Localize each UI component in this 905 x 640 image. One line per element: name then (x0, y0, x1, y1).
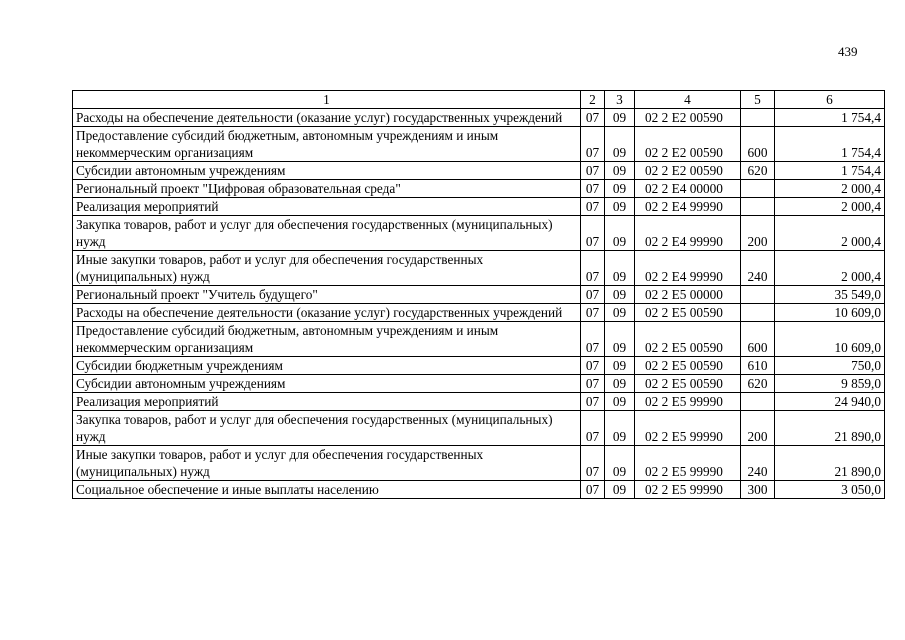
row-target-article-cell: 02 2 Е5 00000 (635, 286, 741, 304)
row-name-cell: Закупка товаров, работ и услуг для обеспечения государственных (муниципальных) нужд (73, 216, 581, 251)
row-section-cell: 07 (581, 216, 605, 251)
table-body (73, 109, 885, 499)
table-row (73, 286, 885, 304)
row-expense-type-cell (741, 109, 775, 127)
row-target-article-cell: 02 2 Е5 99990 (635, 481, 741, 499)
row-expense-type-cell: 240 (741, 446, 775, 481)
row-amount-cell: 21 890,0 (775, 446, 885, 481)
table-row (73, 481, 885, 499)
table-row (73, 127, 885, 162)
table-row (73, 375, 885, 393)
row-expense-type-cell: 600 (741, 127, 775, 162)
row-section-cell: 07 (581, 375, 605, 393)
table-row (73, 393, 885, 411)
row-expense-type-cell: 600 (741, 322, 775, 357)
table-row (73, 109, 885, 127)
table-row (73, 411, 885, 446)
row-name-cell: Предоставление субсидий бюджетным, автономным учреждениям и иным некоммерческим организациям (73, 127, 581, 162)
table-row (73, 322, 885, 357)
table-row (73, 251, 885, 286)
row-amount-cell: 1 754,4 (775, 127, 885, 162)
row-name-cell: Закупка товаров, работ и услуг для обеспечения государственных (муниципальных) нужд (73, 411, 581, 446)
row-target-article-cell: 02 2 Е5 00590 (635, 375, 741, 393)
row-subsection-cell: 09 (605, 393, 635, 411)
row-amount-cell: 1 754,4 (775, 109, 885, 127)
row-target-article-cell: 02 2 Е4 00000 (635, 180, 741, 198)
row-target-article-cell: 02 2 Е2 00590 (635, 162, 741, 180)
row-name-cell: Реализация мероприятий (73, 198, 581, 216)
row-subsection-cell: 09 (605, 411, 635, 446)
row-name-cell: Расходы на обеспечение деятельности (оказание услуг) государственных учреждений (73, 109, 581, 127)
row-expense-type-cell: 610 (741, 357, 775, 375)
row-section-cell: 07 (581, 322, 605, 357)
row-expense-type-cell: 300 (741, 481, 775, 499)
row-target-article-cell: 02 2 Е4 99990 (635, 251, 741, 286)
row-name-cell: Региональный проект "Цифровая образовательная среда" (73, 180, 581, 198)
row-name-cell: Предоставление субсидий бюджетным, автономным учреждениям и иным некоммерческим организациям (73, 322, 581, 357)
row-subsection-cell: 09 (605, 322, 635, 357)
table-row (73, 446, 885, 481)
row-amount-cell: 750,0 (775, 357, 885, 375)
row-amount-cell: 21 890,0 (775, 411, 885, 446)
header-row (73, 91, 885, 109)
row-target-article-cell: 02 2 Е5 99990 (635, 393, 741, 411)
row-name-cell: Региональный проект "Учитель будущего" (73, 286, 581, 304)
row-target-article-cell: 02 2 Е5 99990 (635, 411, 741, 446)
row-subsection-cell: 09 (605, 481, 635, 499)
table-header (73, 91, 885, 109)
row-expense-type-cell: 200 (741, 411, 775, 446)
row-target-article-cell: 02 2 Е5 00590 (635, 304, 741, 322)
row-expense-type-cell (741, 286, 775, 304)
row-amount-cell: 2 000,4 (775, 251, 885, 286)
row-subsection-cell: 09 (605, 251, 635, 286)
row-amount-cell: 3 050,0 (775, 481, 885, 499)
row-expense-type-cell: 240 (741, 251, 775, 286)
row-section-cell: 07 (581, 180, 605, 198)
row-section-cell: 07 (581, 304, 605, 322)
row-expense-type-cell (741, 393, 775, 411)
row-amount-cell: 2 000,4 (775, 180, 885, 198)
row-subsection-cell: 09 (605, 109, 635, 127)
row-section-cell: 07 (581, 251, 605, 286)
row-subsection-cell: 09 (605, 162, 635, 180)
row-expense-type-cell (741, 198, 775, 216)
row-name-cell: Реализация мероприятий (73, 393, 581, 411)
row-subsection-cell: 09 (605, 375, 635, 393)
budget-table (72, 90, 885, 499)
header-cell-name: 1 (73, 91, 581, 109)
table-row (73, 304, 885, 322)
row-name-cell: Субсидии автономным учреждениям (73, 162, 581, 180)
row-name-cell: Субсидии автономным учреждениям (73, 375, 581, 393)
row-section-cell: 07 (581, 393, 605, 411)
header-cell-subsection: 3 (605, 91, 635, 109)
row-target-article-cell: 02 2 Е4 99990 (635, 216, 741, 251)
row-amount-cell: 2 000,4 (775, 216, 885, 251)
row-amount-cell: 24 940,0 (775, 393, 885, 411)
table-row (73, 216, 885, 251)
row-subsection-cell: 09 (605, 216, 635, 251)
row-name-cell: Иные закупки товаров, работ и услуг для обеспечения государственных (муниципальных) нужд (73, 446, 581, 481)
header-cell-amount: 6 (775, 91, 885, 109)
row-target-article-cell: 02 2 Е2 00590 (635, 127, 741, 162)
row-section-cell: 07 (581, 127, 605, 162)
row-section-cell: 07 (581, 286, 605, 304)
row-expense-type-cell (741, 304, 775, 322)
row-section-cell: 07 (581, 357, 605, 375)
table-row (73, 180, 885, 198)
row-expense-type-cell (741, 180, 775, 198)
row-section-cell: 07 (581, 198, 605, 216)
row-target-article-cell: 02 2 Е5 00590 (635, 357, 741, 375)
row-subsection-cell: 09 (605, 198, 635, 216)
row-subsection-cell: 09 (605, 304, 635, 322)
row-target-article-cell: 02 2 Е5 00590 (635, 322, 741, 357)
row-target-article-cell: 02 2 Е2 00590 (635, 109, 741, 127)
header-cell-target-article: 4 (635, 91, 741, 109)
row-section-cell: 07 (581, 446, 605, 481)
header-cell-section: 2 (581, 91, 605, 109)
row-amount-cell: 10 609,0 (775, 322, 885, 357)
row-expense-type-cell: 620 (741, 375, 775, 393)
row-amount-cell: 1 754,4 (775, 162, 885, 180)
row-amount-cell: 35 549,0 (775, 286, 885, 304)
row-section-cell: 07 (581, 109, 605, 127)
header-cell-expense-type: 5 (741, 91, 775, 109)
row-name-cell: Субсидии бюджетным учреждениям (73, 357, 581, 375)
page-number: 439 (838, 44, 858, 59)
table-row (73, 162, 885, 180)
row-target-article-cell: 02 2 Е5 99990 (635, 446, 741, 481)
row-subsection-cell: 09 (605, 446, 635, 481)
row-subsection-cell: 09 (605, 286, 635, 304)
row-subsection-cell: 09 (605, 127, 635, 162)
table-row (73, 198, 885, 216)
row-section-cell: 07 (581, 411, 605, 446)
table-row (73, 357, 885, 375)
row-name-cell: Социальное обеспечение и иные выплаты населению (73, 481, 581, 499)
row-expense-type-cell: 200 (741, 216, 775, 251)
row-amount-cell: 10 609,0 (775, 304, 885, 322)
row-subsection-cell: 09 (605, 180, 635, 198)
row-subsection-cell: 09 (605, 357, 635, 375)
row-amount-cell: 2 000,4 (775, 198, 885, 216)
row-section-cell: 07 (581, 481, 605, 499)
row-name-cell: Расходы на обеспечение деятельности (оказание услуг) государственных учреждений (73, 304, 581, 322)
row-expense-type-cell: 620 (741, 162, 775, 180)
row-section-cell: 07 (581, 162, 605, 180)
row-name-cell: Иные закупки товаров, работ и услуг для обеспечения государственных (муниципальных) нужд (73, 251, 581, 286)
row-amount-cell: 9 859,0 (775, 375, 885, 393)
row-target-article-cell: 02 2 Е4 99990 (635, 198, 741, 216)
